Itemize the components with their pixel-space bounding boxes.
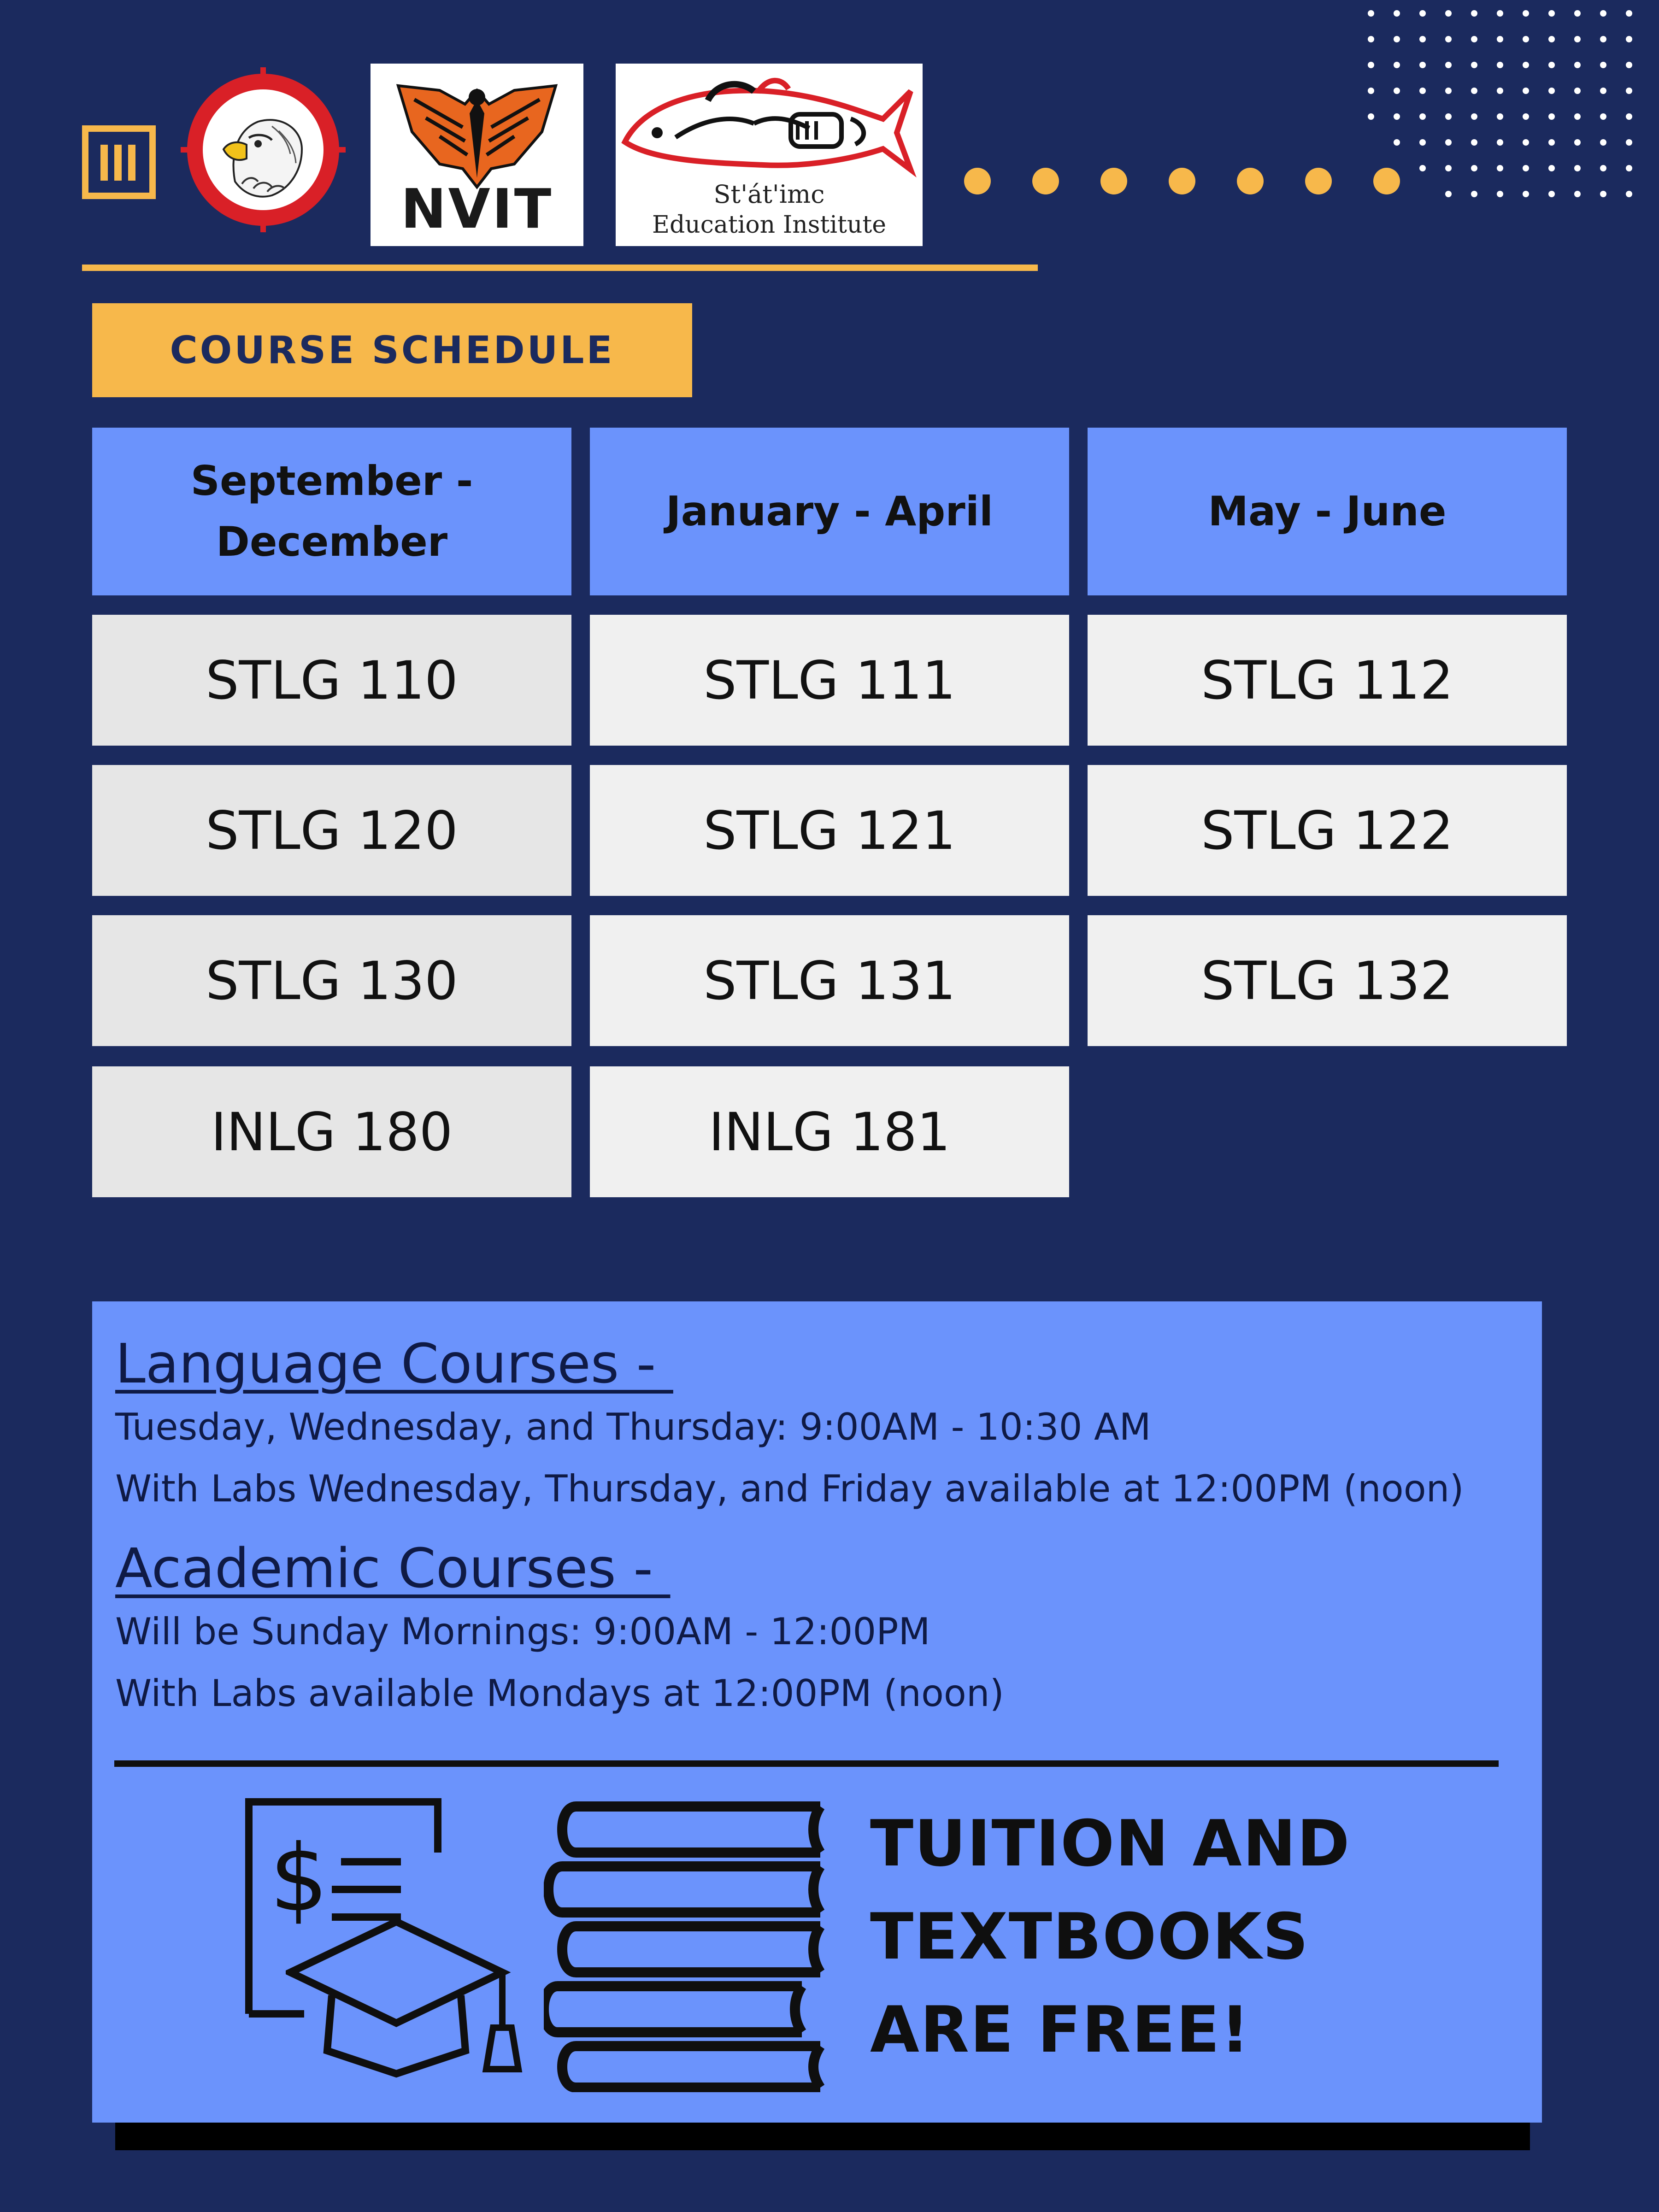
course-cell: STLG 120 bbox=[92, 765, 571, 896]
decorative-dot bbox=[1626, 62, 1632, 68]
decorative-dot bbox=[1445, 62, 1452, 68]
book-stack-icon bbox=[544, 1797, 830, 2092]
decorative-dot bbox=[1600, 165, 1606, 171]
decorative-dot bbox=[1419, 165, 1426, 171]
statimc-logo bbox=[616, 64, 923, 246]
decorative-dot bbox=[1523, 191, 1529, 197]
decorative-dot bbox=[1497, 36, 1503, 42]
course-cell: STLG 132 bbox=[1088, 915, 1567, 1046]
decorative-dot bbox=[1574, 88, 1581, 94]
decorative-dot bbox=[1548, 191, 1555, 197]
decorative-dot bbox=[1626, 113, 1632, 120]
decorative-dot bbox=[1497, 10, 1503, 17]
decorative-dot bbox=[1445, 10, 1452, 17]
decorative-dot bbox=[1497, 139, 1503, 146]
decorative-dot bbox=[1445, 165, 1452, 171]
decorative-dot bbox=[1419, 139, 1426, 146]
decorative-dot bbox=[1419, 10, 1426, 17]
decorative-dot bbox=[1394, 88, 1400, 94]
academic-courses-labs: With Labs available Mondays at 12:00PM (noon) bbox=[115, 1672, 1004, 1715]
decorative-dot bbox=[1368, 36, 1374, 42]
decorative-dot bbox=[1394, 62, 1400, 68]
decorative-dot bbox=[1445, 113, 1452, 120]
decorative-dot bbox=[1445, 36, 1452, 42]
svg-text:$: $ bbox=[270, 1825, 329, 1932]
free-notice-line2: TEXTBOOKS bbox=[870, 1900, 1310, 1974]
course-cell: STLG 112 bbox=[1088, 615, 1567, 746]
decorative-dot bbox=[1523, 88, 1529, 94]
decorative-dot bbox=[1523, 165, 1529, 171]
column-header: May - June bbox=[1088, 428, 1567, 595]
decorative-dot bbox=[1497, 191, 1503, 197]
decorative-dot bbox=[1368, 113, 1374, 120]
decorative-dot bbox=[1394, 10, 1400, 17]
graduation-cap-icon bbox=[286, 1912, 535, 2088]
decorative-dot bbox=[1394, 139, 1400, 146]
decorative-dot bbox=[1445, 88, 1452, 94]
decorative-dot bbox=[1548, 36, 1555, 42]
academic-courses-title: Academic Courses - bbox=[115, 1536, 671, 1600]
decorative-dot bbox=[1368, 62, 1374, 68]
nvit-logo bbox=[371, 64, 583, 246]
decorative-dot bbox=[1471, 88, 1477, 94]
decorative-dot bbox=[1574, 36, 1581, 42]
decorative-dot bbox=[1471, 191, 1477, 197]
course-cell: STLG 130 bbox=[92, 915, 571, 1046]
decorative-dot bbox=[1600, 88, 1606, 94]
decorative-dot bbox=[1574, 10, 1581, 17]
decorative-dot bbox=[1471, 165, 1477, 171]
academic-courses-hours: Will be Sunday Mornings: 9:00AM - 12:00PM bbox=[115, 1610, 930, 1653]
decorative-dot bbox=[1471, 113, 1477, 120]
decorative-dot bbox=[1368, 88, 1374, 94]
language-courses-labs: With Labs Wednesday, Thursday, and Friday available at 12:00PM (noon) bbox=[115, 1467, 1464, 1510]
decorative-dot bbox=[1523, 139, 1529, 146]
course-cell: STLG 110 bbox=[92, 615, 571, 746]
statimc-logo-line2: Education Institute bbox=[652, 211, 886, 239]
decorative-dot bbox=[1548, 165, 1555, 171]
decorative-dot bbox=[1497, 165, 1503, 171]
decorative-dot bbox=[1600, 36, 1606, 42]
decorative-dot bbox=[1548, 139, 1555, 146]
decorative-dot bbox=[1574, 62, 1581, 68]
decorative-dot bbox=[1471, 10, 1477, 17]
course-cell: INLG 181 bbox=[590, 1066, 1069, 1197]
decorative-dot bbox=[1626, 10, 1632, 17]
decorative-dot bbox=[1626, 191, 1632, 197]
language-courses-title: Language Courses - bbox=[115, 1332, 673, 1395]
decorative-dot bbox=[1497, 88, 1503, 94]
decorative-dot bbox=[1471, 36, 1477, 42]
decorative-dot bbox=[1445, 139, 1452, 146]
decorative-dot bbox=[1497, 62, 1503, 68]
eagle-logo-icon bbox=[187, 74, 339, 226]
nvit-logo-text: NVIT bbox=[400, 177, 553, 241]
course-cell: STLG 131 bbox=[590, 915, 1069, 1046]
decorative-dot bbox=[1368, 10, 1374, 17]
decorative-dot bbox=[1548, 62, 1555, 68]
decorative-dot bbox=[1626, 36, 1632, 42]
decorative-dot bbox=[1523, 10, 1529, 17]
course-cell: INLG 180 bbox=[92, 1066, 571, 1197]
decorative-dot bbox=[1471, 139, 1477, 146]
statimc-logo-line1: St'át'imc bbox=[713, 180, 825, 209]
decorative-dot bbox=[1626, 165, 1632, 171]
bars-logo-icon bbox=[82, 125, 156, 199]
course-cell: STLG 121 bbox=[590, 765, 1069, 896]
column-header: January - April bbox=[590, 428, 1069, 595]
language-courses-hours: Tuesday, Wednesday, and Thursday: 9:00AM - 10:30 AM bbox=[115, 1406, 1151, 1448]
info-divider bbox=[114, 1760, 1499, 1767]
decorative-dot bbox=[1523, 113, 1529, 120]
free-notice-line1: TUITION AND bbox=[870, 1806, 1351, 1881]
decorative-dot bbox=[1419, 62, 1426, 68]
free-notice-line3: ARE FREE! bbox=[870, 1993, 1251, 2067]
decorative-dot bbox=[1471, 62, 1477, 68]
decorative-dot bbox=[1419, 88, 1426, 94]
decorative-dot bbox=[1574, 139, 1581, 146]
column-header: September - December bbox=[92, 428, 571, 595]
decorative-dot bbox=[1548, 113, 1555, 120]
decorative-dot bbox=[1394, 36, 1400, 42]
decorative-dot bbox=[1523, 36, 1529, 42]
decorative-dot bbox=[1419, 113, 1426, 120]
decorative-dot bbox=[1394, 113, 1400, 120]
header-divider bbox=[82, 265, 1038, 271]
decorative-dot bbox=[1600, 10, 1606, 17]
course-schedule-title: COURSE SCHEDULE bbox=[170, 328, 615, 372]
decorative-dot bbox=[1574, 165, 1581, 171]
decorative-dot bbox=[1523, 62, 1529, 68]
decorative-dot bbox=[1600, 113, 1606, 120]
decorative-dot bbox=[1445, 191, 1452, 197]
course-schedule-label bbox=[92, 303, 692, 397]
decorative-dot bbox=[1574, 191, 1581, 197]
decorative-dot bbox=[1600, 191, 1606, 197]
decorative-dot bbox=[1626, 88, 1632, 94]
decorative-dot bbox=[1574, 113, 1581, 120]
decorative-dot bbox=[1419, 36, 1426, 42]
course-cell: STLG 122 bbox=[1088, 765, 1567, 896]
decorative-dot bbox=[1497, 113, 1503, 120]
course-cell: STLG 111 bbox=[590, 615, 1069, 746]
decorative-dot bbox=[1548, 10, 1555, 17]
decorative-dot bbox=[1548, 88, 1555, 94]
decorative-dot bbox=[1600, 139, 1606, 146]
decorative-dot bbox=[1600, 62, 1606, 68]
decorative-dot bbox=[1626, 139, 1632, 146]
